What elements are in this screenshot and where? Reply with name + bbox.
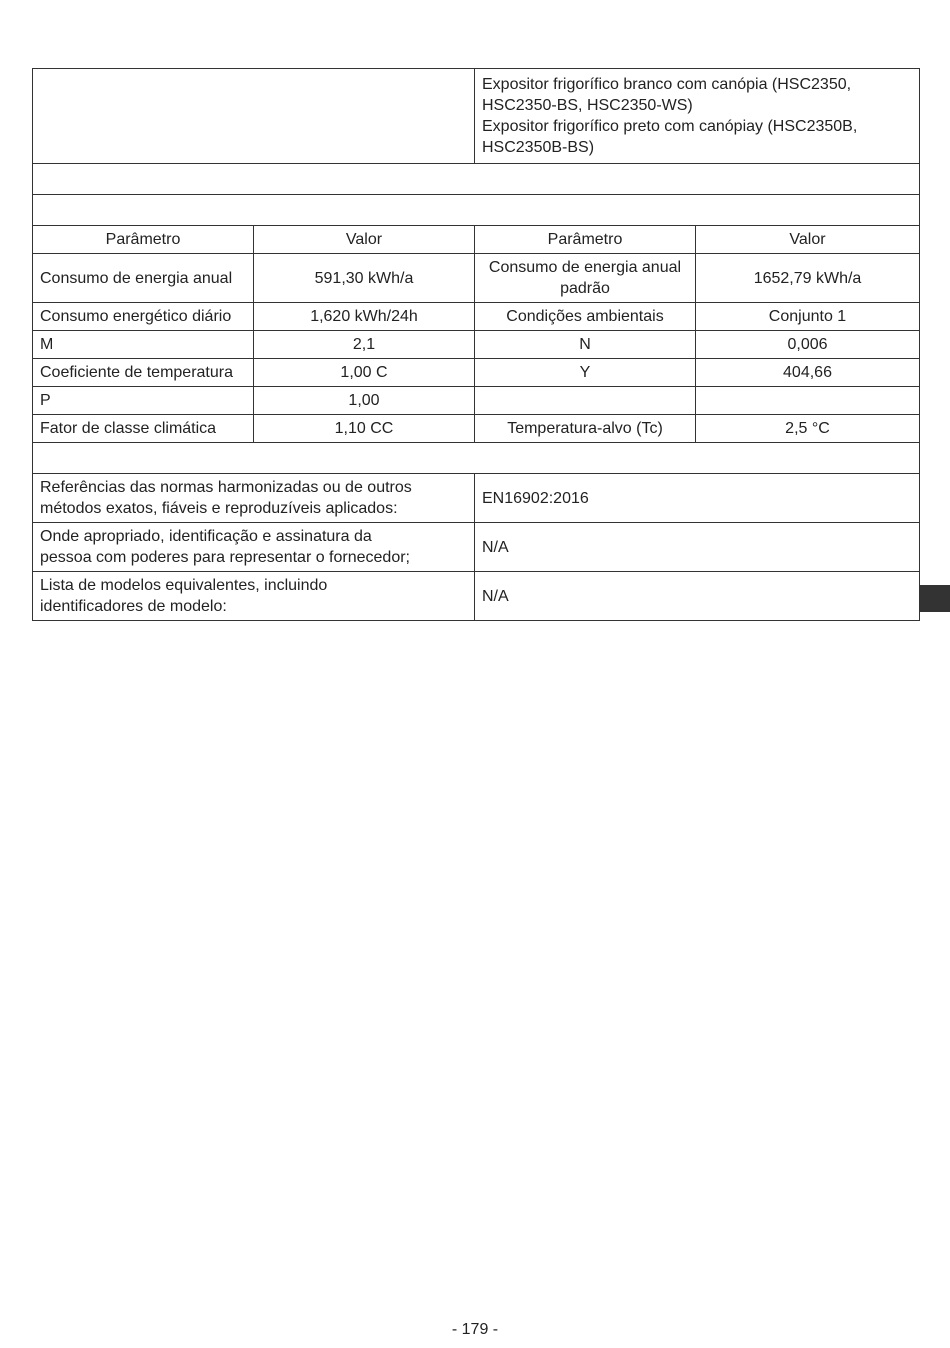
- table-row: [33, 415, 920, 443]
- table-row: [33, 331, 920, 359]
- info-row: [33, 474, 920, 523]
- param-name: M: [33, 331, 254, 359]
- info-label-line: identificadores de modelo:: [40, 598, 227, 615]
- param-name: Coeficiente de temperatura: [33, 359, 254, 387]
- param-name: P: [33, 387, 254, 415]
- info-label-line: pessoa com poderes para representar o fornecedor;: [40, 549, 410, 566]
- param-name: Consumo de energia anual padrão: [475, 254, 696, 303]
- table-row: [33, 387, 920, 415]
- col-header-parameter: Parâmetro: [33, 226, 254, 254]
- param-value: 2,1: [254, 331, 475, 359]
- param-name: Y: [475, 359, 696, 387]
- param-value: [696, 387, 920, 415]
- section-tab-marker: [919, 585, 950, 612]
- info-label-line: Onde apropriado, identificação e assinatura da: [40, 528, 372, 545]
- header-left-cell: [33, 69, 475, 164]
- col-header-parameter: Parâmetro: [475, 226, 696, 254]
- model-description-cell: [475, 69, 920, 164]
- param-value: 591,30 kWh/a: [254, 254, 475, 303]
- param-value: 1,10 CC: [254, 415, 475, 443]
- info-label-line: Referências das normas harmonizadas ou de outros: [40, 479, 412, 496]
- param-value: 404,66: [696, 359, 920, 387]
- param-value: 1,00 C: [254, 359, 475, 387]
- col-header-value: Valor: [696, 226, 920, 254]
- blank-row: [33, 164, 920, 195]
- table-row: [33, 359, 920, 387]
- params-header-row: [33, 226, 920, 254]
- blank-row: [33, 443, 920, 474]
- model-line: HSC2350-BS, HSC2350-WS): [482, 97, 693, 114]
- info-value: EN16902:2016: [475, 474, 920, 523]
- info-value: N/A: [475, 523, 920, 572]
- table-row: [33, 303, 920, 331]
- col-header-value: Valor: [254, 226, 475, 254]
- param-name: Condições ambientais: [475, 303, 696, 331]
- param-value: Conjunto 1: [696, 303, 920, 331]
- info-label: [33, 474, 475, 523]
- specs-table: [32, 68, 920, 621]
- blank-cell: [33, 443, 920, 474]
- model-header-row: [33, 69, 920, 164]
- param-name: Temperatura-alvo (Tc): [475, 415, 696, 443]
- param-name: Consumo energético diário: [33, 303, 254, 331]
- info-row: [33, 572, 920, 621]
- table-row: [33, 254, 920, 303]
- param-value: 0,006: [696, 331, 920, 359]
- param-value: 1652,79 kWh/a: [696, 254, 920, 303]
- blank-cell: [33, 164, 920, 195]
- model-line: Expositor frigorífico branco com canópia (HSC2350,: [482, 76, 852, 93]
- info-value: N/A: [475, 572, 920, 621]
- info-label: [33, 523, 475, 572]
- param-value: 1,620 kWh/24h: [254, 303, 475, 331]
- blank-row: [33, 195, 920, 226]
- model-line: HSC2350B-BS): [482, 139, 595, 156]
- param-value: 1,00: [254, 387, 475, 415]
- param-value: 2,5 °C: [696, 415, 920, 443]
- param-name: Consumo de energia anual: [33, 254, 254, 303]
- info-label-line: Lista de modelos equivalentes, incluindo: [40, 577, 328, 594]
- blank-cell: [33, 195, 920, 226]
- info-label-line: métodos exatos, fiáveis e reproduzíveis aplicados:: [40, 500, 398, 517]
- model-line: Expositor frigorífico preto com canópiay (HSC2350B,: [482, 118, 858, 135]
- info-row: [33, 523, 920, 572]
- param-name: Fator de classe climática: [33, 415, 254, 443]
- info-label: [33, 572, 475, 621]
- page-number: - 179 -: [451, 1321, 499, 1338]
- param-name: N: [475, 331, 696, 359]
- param-name: [475, 387, 696, 415]
